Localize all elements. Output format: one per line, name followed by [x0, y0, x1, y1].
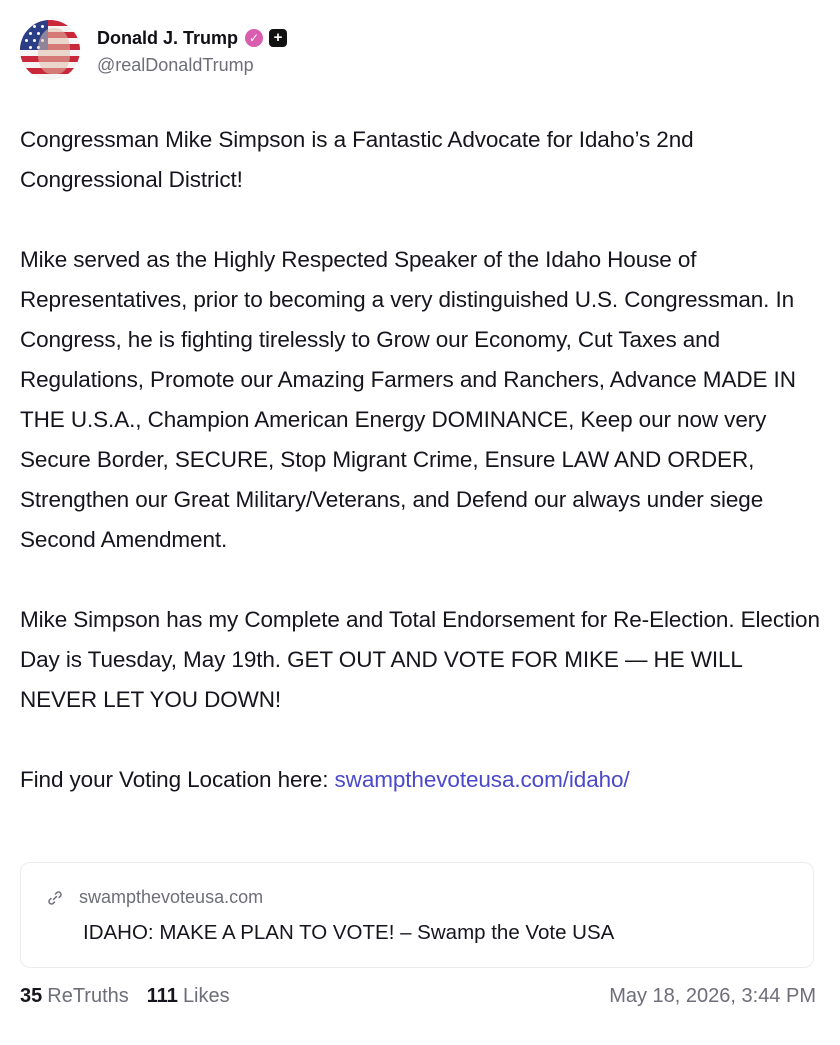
avatar-face [38, 28, 70, 74]
link-preview-domain-row [47, 887, 263, 908]
voting-location-prefix: Find your Voting Location here: [20, 767, 335, 792]
post-timestamp[interactable]: May 18, 2026, 3:44 PM [609, 985, 816, 1007]
retruths-count: 35 [20, 985, 43, 1007]
post-header [20, 20, 287, 80]
likes-count: 111 [146, 985, 178, 1007]
verified-badge-icon: ✓ [245, 29, 263, 47]
link-preview-title: IDAHO: MAKE A PLAN TO VOTE! – Swamp the Vote USA [83, 921, 615, 944]
author-display-name[interactable]: Donald J. Trump [97, 27, 239, 48]
post-paragraph-1: Congressman Mike Simpson is a Fantastic Advocate for Idaho’s 2nd Congressional District! [20, 127, 694, 192]
post-body [20, 120, 820, 800]
author-name-row [97, 25, 287, 51]
author-handle[interactable]: @realDonaldTrump [97, 55, 254, 75]
post-paragraph-3: Mike Simpson has my Complete and Total Endorsement for Re-Election. Election Day is Tuesday, May 19th. GET OUT AND VOTE FOR MIKE — HE WILL NEVER LET YOU DOWN! [20, 607, 820, 712]
retruths-stat[interactable] [20, 985, 129, 1008]
link-preview-card[interactable] [20, 862, 814, 968]
plus-badge-icon: + [269, 29, 287, 47]
post-footer [20, 985, 816, 1008]
post-paragraph-4 [20, 760, 820, 800]
retruths-label: ReTruths [47, 985, 129, 1007]
avatar[interactable] [20, 20, 80, 80]
author-info [97, 20, 287, 76]
likes-label: Likes [182, 985, 230, 1007]
link-icon [47, 890, 63, 906]
link-preview-domain: swampthevoteusa.com [79, 887, 264, 907]
avatar-stars [25, 25, 28, 28]
likes-stat[interactable] [147, 985, 230, 1008]
voting-location-link[interactable]: swampthevoteusa.com/idaho/ [334, 767, 630, 792]
post-paragraph-2: Mike served as the Highly Respected Speaker of the Idaho House of Representatives, prior to becoming a very distinguished U.S. Congressman. In Congress, he is fighting tirelessly to Grow our Economy, Cut Taxes and Regulations, Promote our Amazing Farmers and Ranchers, Advance MADE IN THE U.S.A., Champion American Energy DOMINANCE, Keep our now very Secure Border, SECURE, Stop Migrant Crime, Ensure LAW AND ORDER, Strengthen our Great Military/Veterans, and Defend our always under siege Second Amendment. [20, 247, 796, 552]
